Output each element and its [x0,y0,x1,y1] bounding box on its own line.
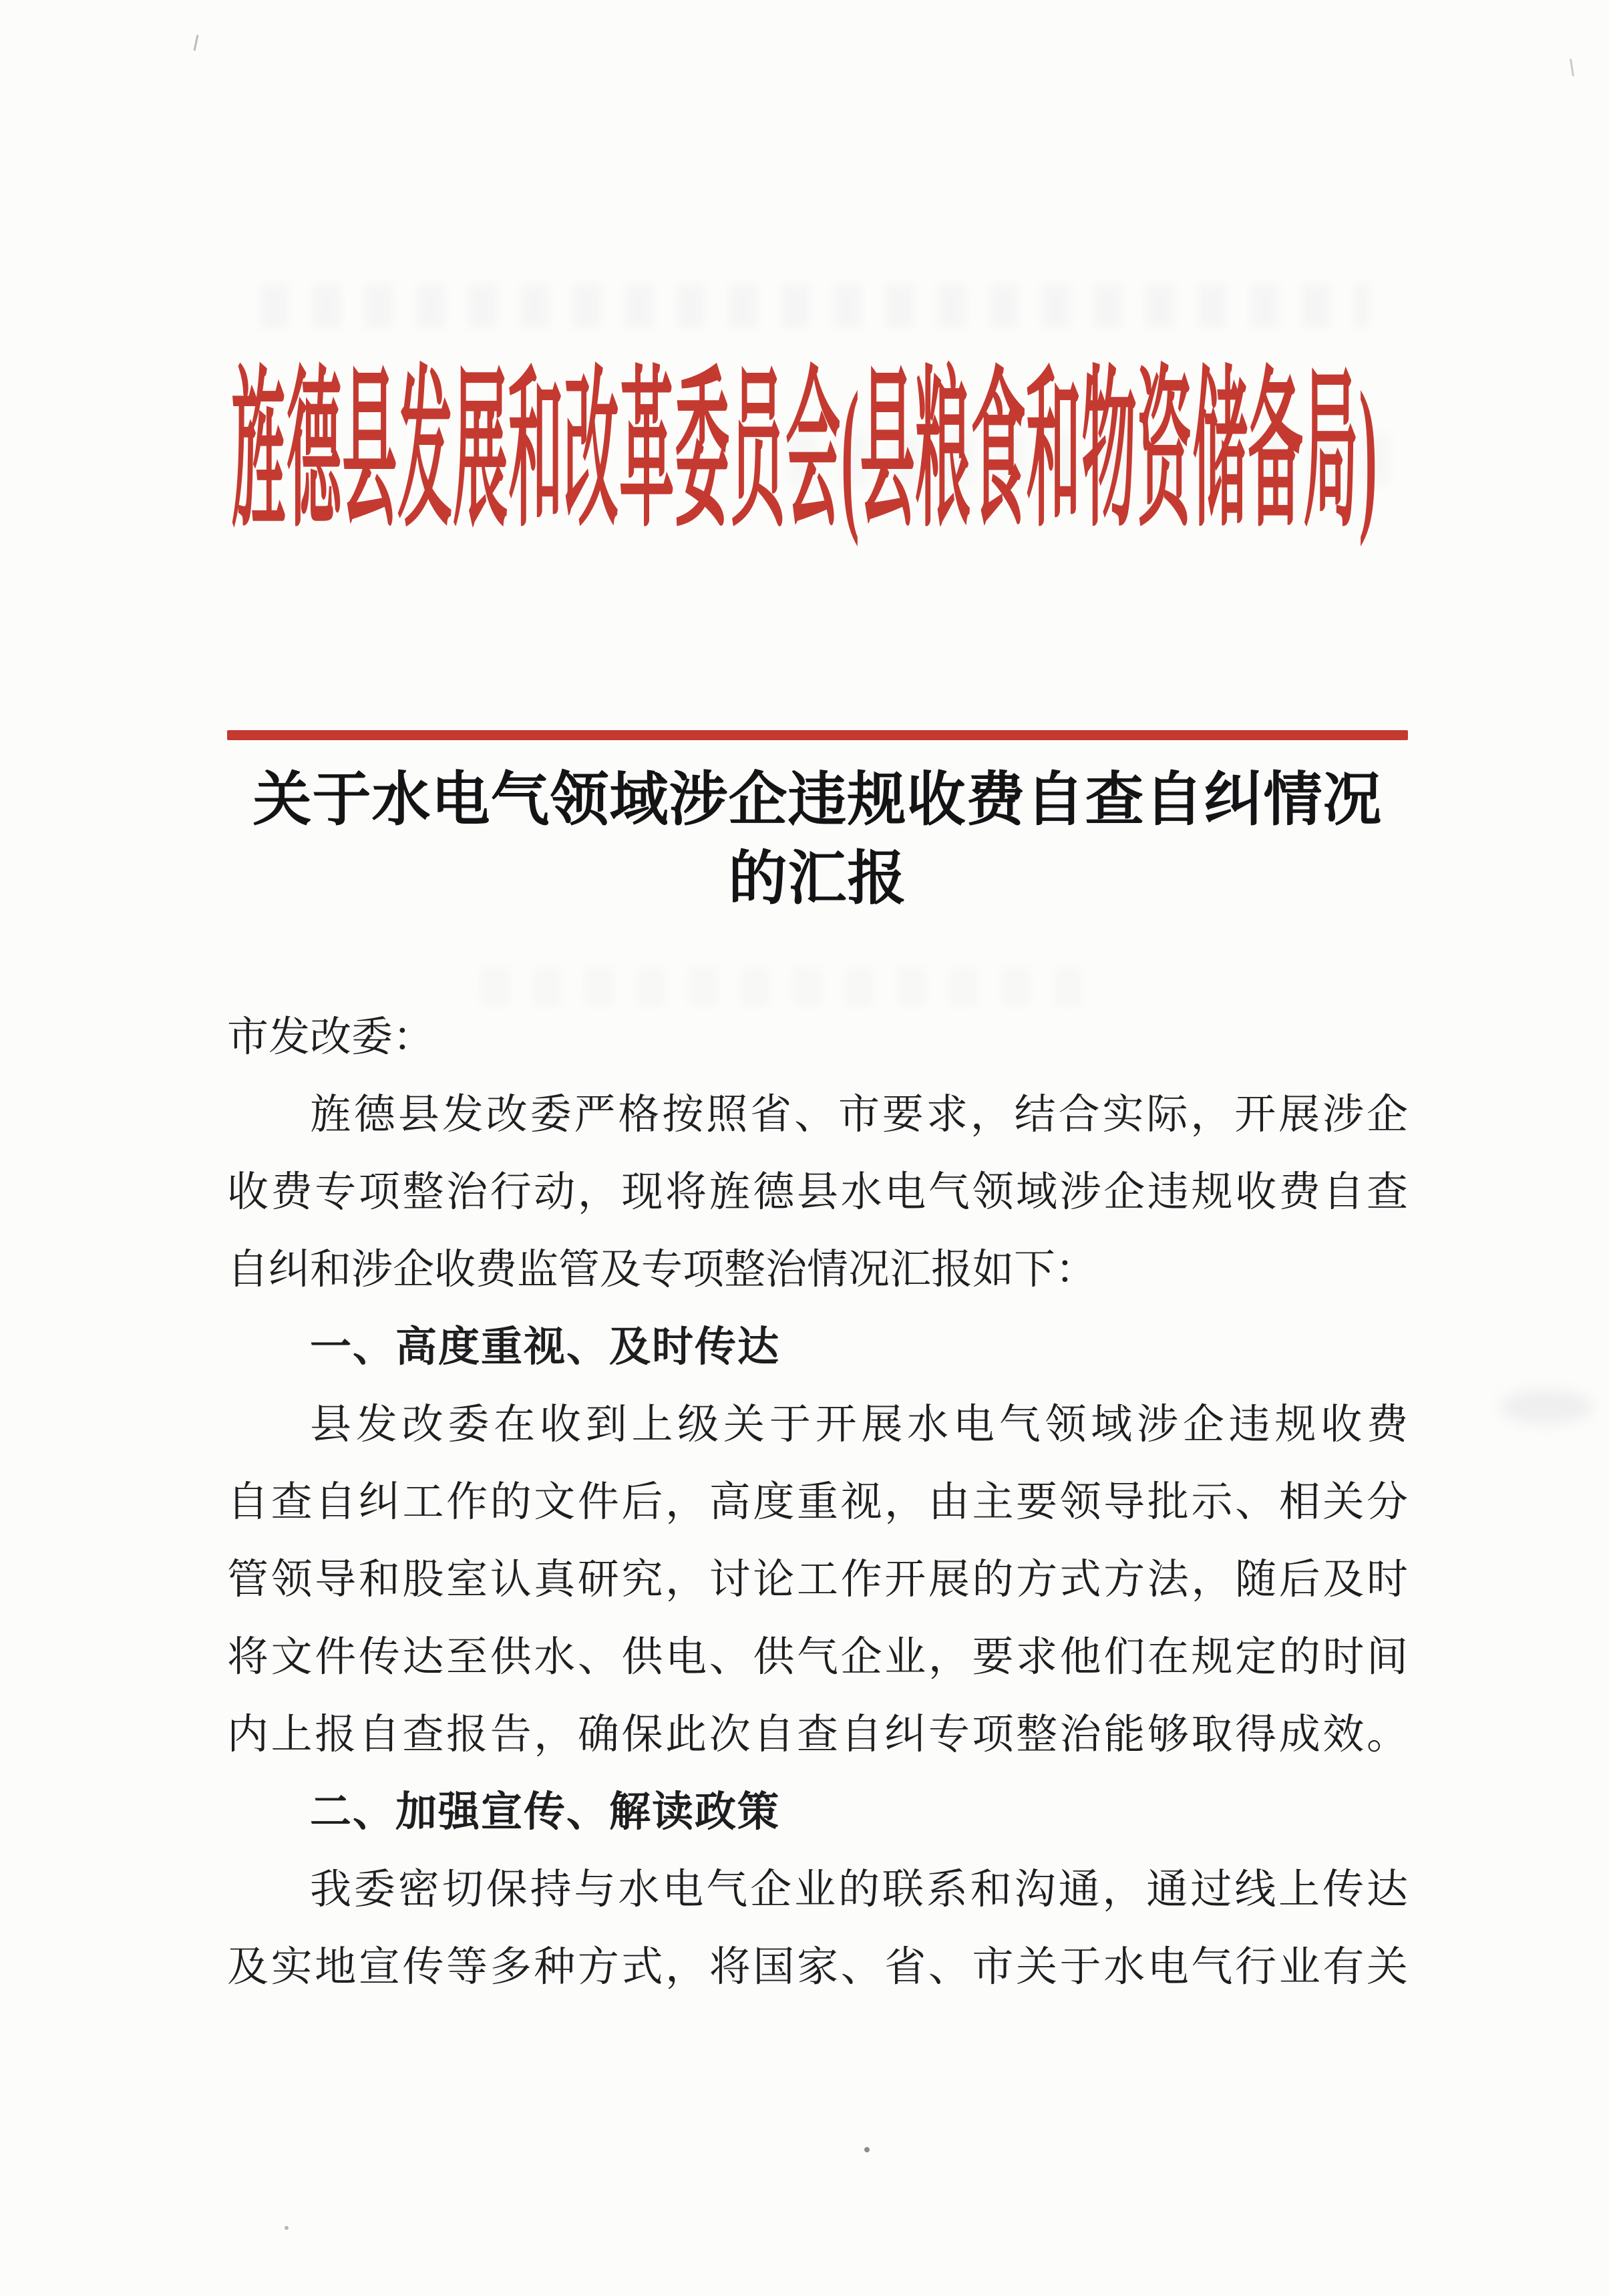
scan-speck [285,2226,289,2230]
section-heading: 一、高度重视、及时传达 [310,1324,781,1370]
body-line: 内上报自查报告，确保此次自查自纠专项整治能够取得成效。 [227,1712,1408,1758]
document-title-line-2: 的汇报 [728,847,907,912]
document-title-line-1: 关于水电气领域涉企违规收费自查自纠情况 [252,768,1383,833]
document-body [227,999,1408,2006]
scan-speck [194,35,199,51]
body-line: 县发改委在收到上级关于开展水电气领域涉企违规收费 [310,1402,1408,1448]
body-line: 自查自纠工作的文件后，高度重视，由主要领导批示、相关分 [227,1480,1408,1525]
body-line: 将文件传达至供水、供电、供气企业，要求他们在规定的时间 [227,1635,1408,1680]
document-title [227,762,1408,919]
body-line: 我委密切保持与水电气企业的联系和沟通，通过线上传达 [310,1867,1408,1913]
letterhead-banner [0,356,1609,548]
body-line: 及实地宣传等多种方式，将国家、省、市关于水电气行业有关 [227,1945,1408,1990]
body-line: 旌德县发改委严格按照省、市要求，结合实际，开展涉企 [310,1092,1408,1138]
scan-smudge [1499,1389,1593,1424]
body-line: 管领导和股室认真研究，讨论工作开展的方式方法，随后及时 [227,1557,1408,1603]
letterhead-divider-line [227,730,1408,740]
letterhead-agency-name: 旌德县发展和改革委员会(县粮食和物资储备局) [231,356,1378,548]
scan-speck [1570,59,1574,76]
section-heading: 二、加强宣传、解读政策 [310,1789,781,1835]
scan-speck [864,2147,870,2152]
salutation-line: 市发改委： [227,1015,435,1060]
body-line: 自纠和涉企收费监管及专项整治情况汇报如下： [227,1247,1097,1293]
scan-ghost-band [260,284,1369,328]
body-line: 收费专项整治行动，现将旌德县水电气领域涉企违规收费自查 [227,1170,1408,1215]
